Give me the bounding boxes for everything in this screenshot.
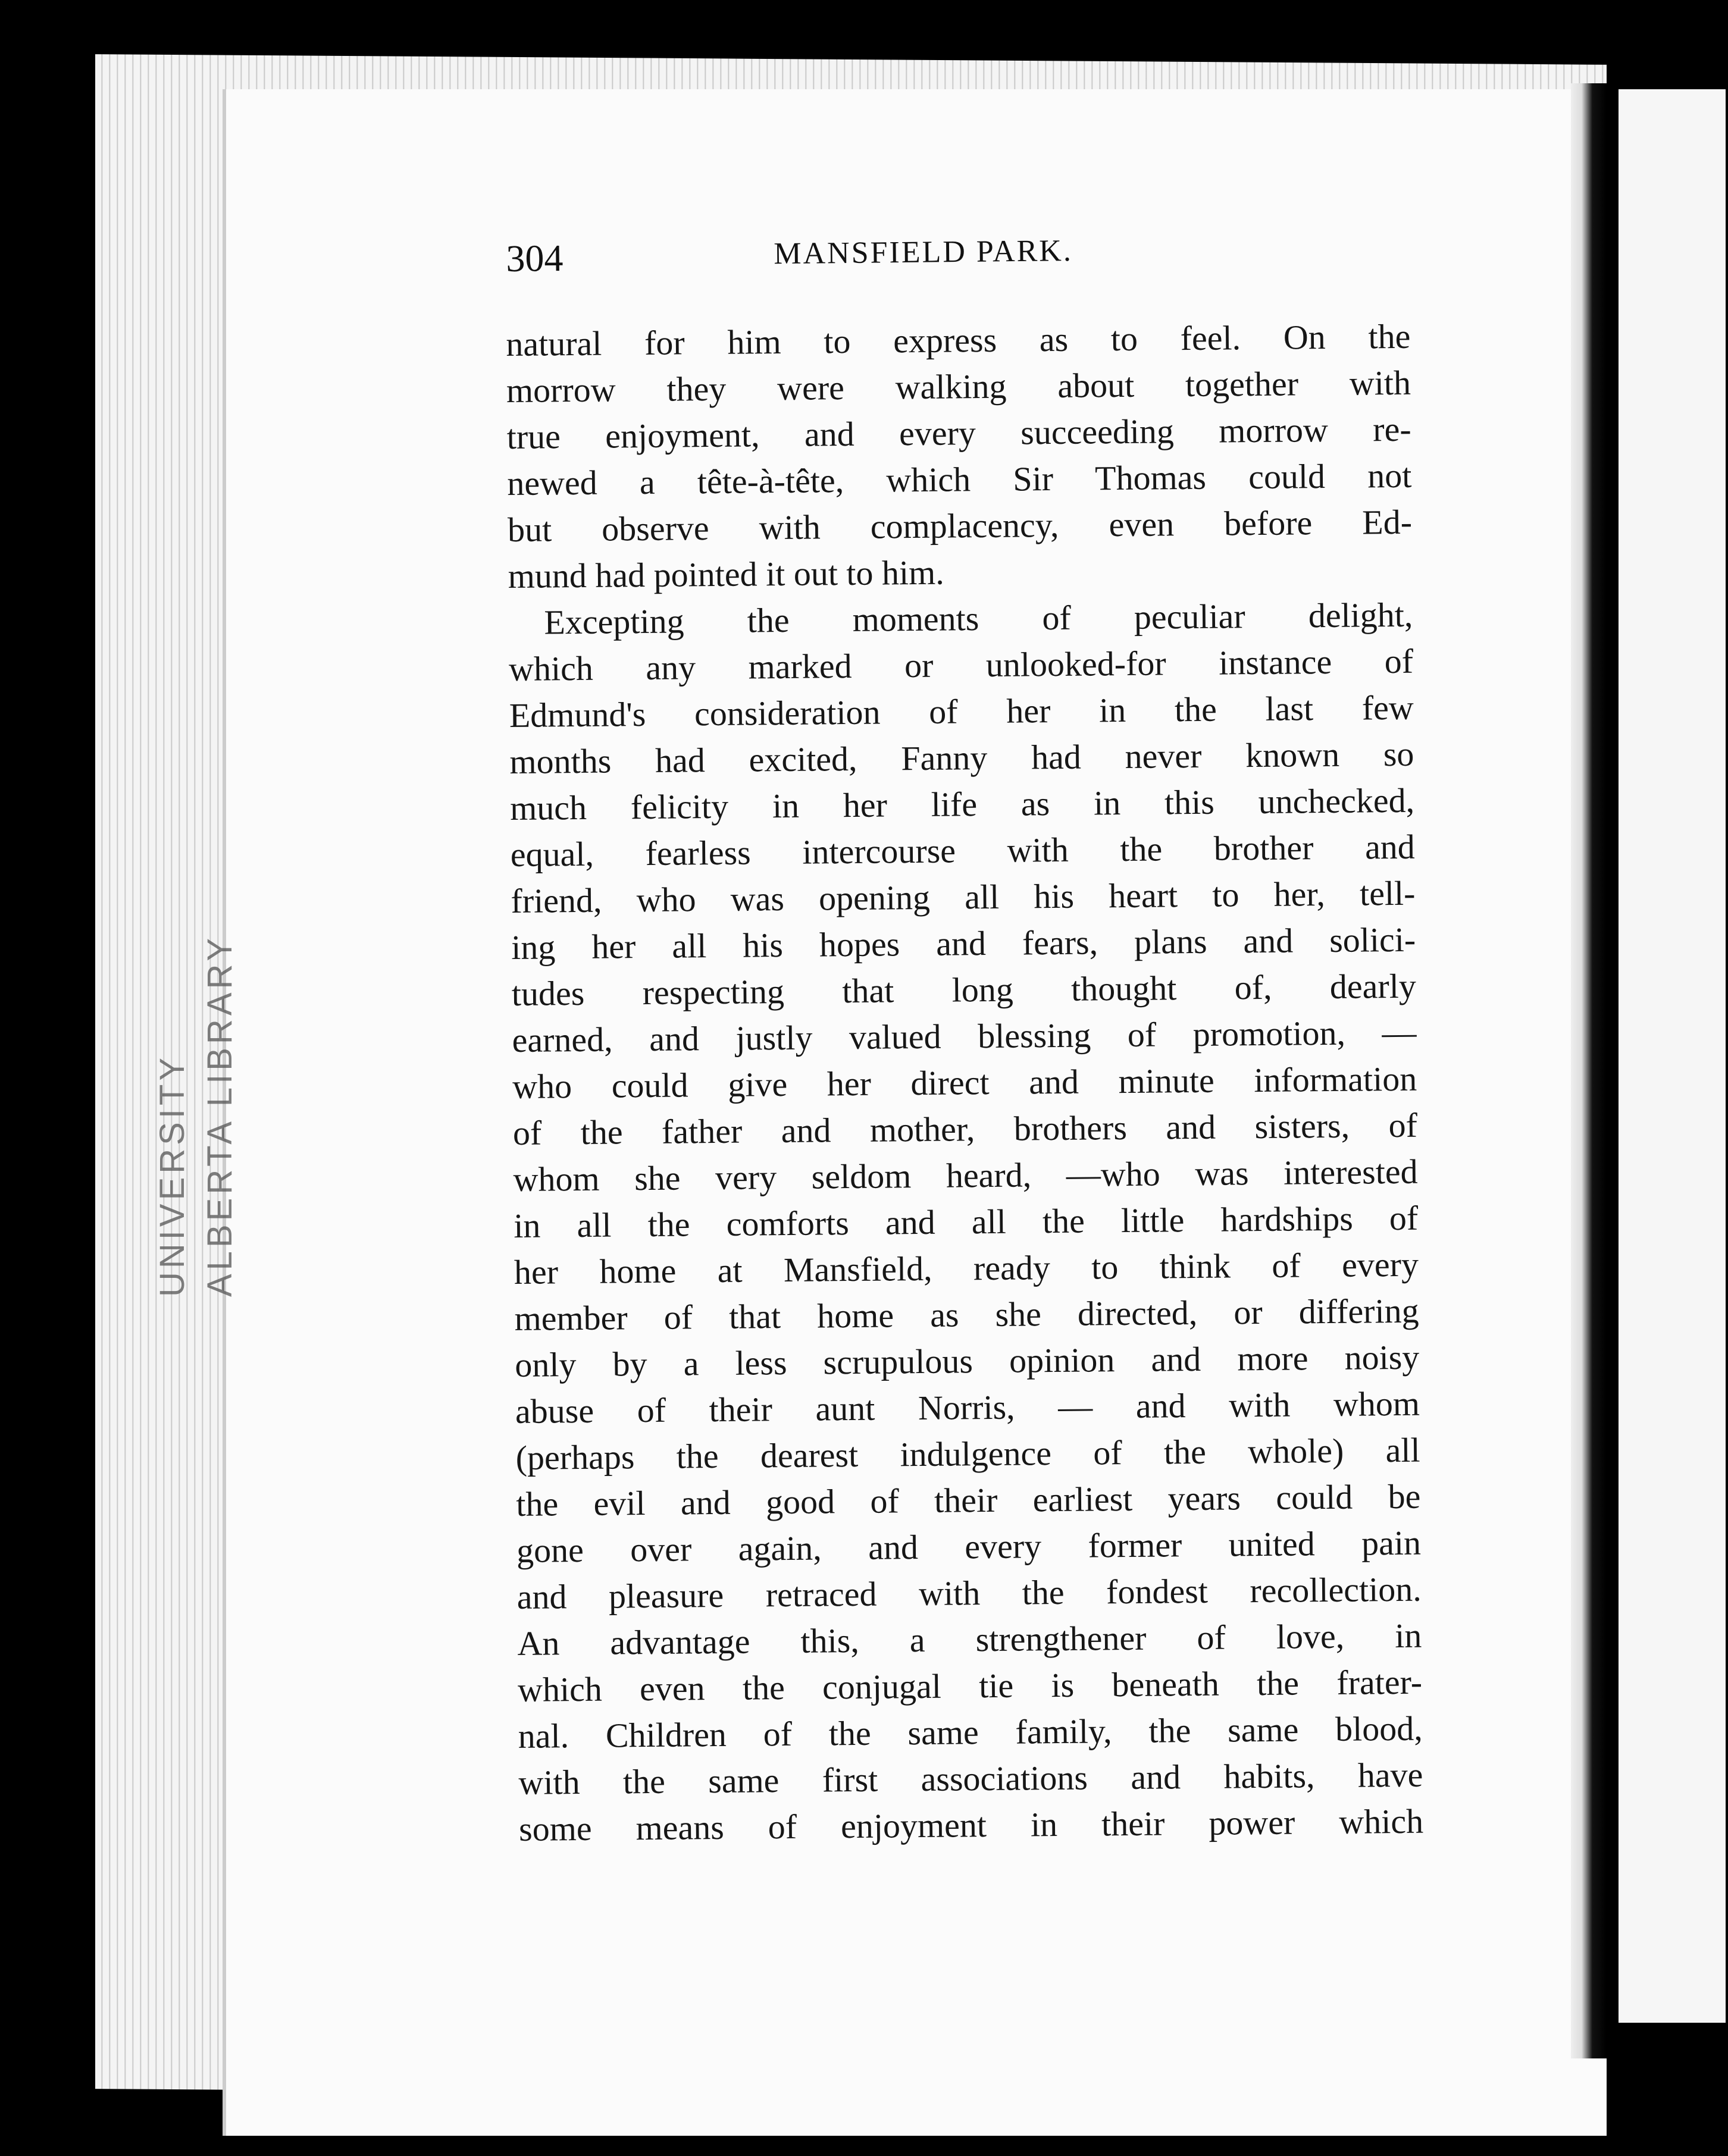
text-line: with the same first associations and habits, have bbox=[518, 1755, 1423, 1802]
text-line: some means of enjoyment in their power which bbox=[518, 1801, 1424, 1848]
text-line: (perhaps the dearest indulgence of the whole) all bbox=[515, 1430, 1420, 1477]
text-line: natural for him to express as to feel. On the bbox=[506, 316, 1411, 363]
text-line: months had excited, Fanny had never known so bbox=[509, 734, 1414, 781]
text-line: much felicity in her life as in this unchecked, bbox=[509, 781, 1415, 828]
text-line: An advantage this, a strengthener of love, in bbox=[517, 1616, 1422, 1663]
page-number: 304 bbox=[506, 236, 564, 280]
text-line: earned, and justly valued blessing of promotion, — bbox=[512, 1013, 1417, 1060]
text-line: mund had pointed it out to him. bbox=[508, 553, 945, 596]
text-line: and pleasure retraced with the fondest recollection. bbox=[516, 1569, 1422, 1616]
text-line: Edmund's consideration of her in the last few bbox=[509, 688, 1414, 735]
text-line: nal. Children of the same family, the same blood, bbox=[518, 1709, 1423, 1756]
library-stamp: UNIVERSITY ALBERTA LIBRARY bbox=[153, 934, 239, 1297]
text-line: which any marked or unlooked-for instance of bbox=[508, 641, 1414, 688]
text-line: member of that home as she directed, or differing bbox=[514, 1291, 1419, 1338]
text-line: gone over again, and every former united pain bbox=[516, 1523, 1422, 1570]
text-line: who could give her direct and minute information bbox=[512, 1059, 1417, 1106]
binding-gutter bbox=[1571, 83, 1607, 2058]
text-line: true enjoyment, and every succeeding morrow re- bbox=[506, 409, 1411, 456]
text-line: tudes respecting that long thought of, dearly bbox=[511, 966, 1417, 1013]
text-line: equal, fearless intercourse with the brother and bbox=[510, 827, 1416, 874]
page-header bbox=[506, 227, 1399, 290]
running-head: MANSFIELD PARK. bbox=[774, 234, 1073, 271]
text-line: abuse of their aunt Norris, — and with whom bbox=[515, 1384, 1420, 1431]
text-line: ing her all his hopes and fears, plans and solici- bbox=[511, 920, 1416, 967]
text-line: friend, who was opening all his heart to her, tell- bbox=[511, 873, 1416, 920]
text-line: morrow they were walking about together with bbox=[506, 363, 1411, 410]
text-line: her home at Mansfield, ready to think of every bbox=[514, 1245, 1419, 1292]
body-text bbox=[506, 314, 1423, 1853]
text-line: but observe with complacency, even before Ed- bbox=[507, 502, 1413, 549]
text-line: newed a tête-à-tête, which Sir Thomas could not bbox=[507, 456, 1412, 503]
facing-page-edge bbox=[1619, 89, 1726, 2023]
text-line: of the father and mother, brothers and sisters, of bbox=[512, 1105, 1418, 1152]
text-line: the evil and good of their earliest years could be bbox=[516, 1477, 1421, 1524]
text-line: which even the conjugal tie is beneath the frater- bbox=[517, 1662, 1423, 1709]
text-line: only by a less scrupulous opinion and more noisy bbox=[515, 1337, 1420, 1384]
text-line: in all the comforts and all the little hardships of bbox=[513, 1198, 1419, 1245]
text-line: Excepting the moments of peculiar delight, bbox=[544, 595, 1413, 642]
text-line: whom she very seldom heard, —who was interested bbox=[513, 1152, 1418, 1199]
